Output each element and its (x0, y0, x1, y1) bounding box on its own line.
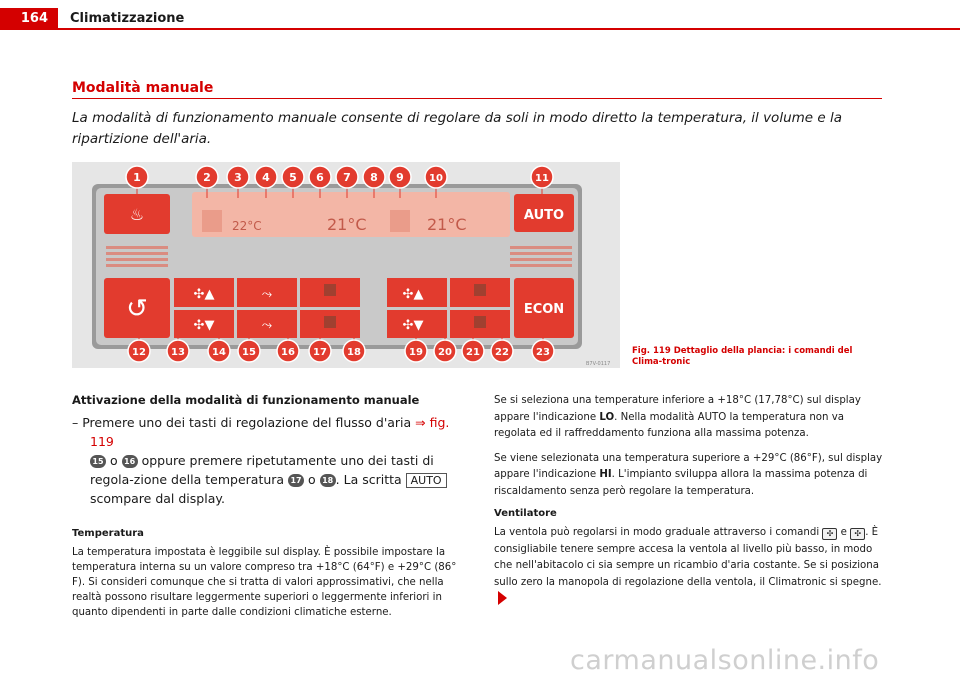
figure-caption: Fig. 119 Dettaglio della plancia: i comandi del Clima-tronic (632, 346, 853, 367)
page-header (0, 8, 960, 30)
callout-label-4: 4 (262, 171, 270, 184)
callout-label-3: 3 (234, 171, 242, 184)
fan-down-icon: ✣ (850, 528, 865, 540)
watermark: carmanualsonline.info (570, 645, 880, 676)
callout-label-16: 16 (281, 347, 295, 358)
callout-label-8: 8 (370, 171, 378, 184)
chapter-title: Climatizzazione (70, 11, 185, 26)
callout-label-12: 12 (132, 347, 146, 358)
right-column (494, 393, 886, 617)
svg-text:⤳: ⤳ (261, 318, 273, 333)
callout-label-18: 18 (347, 347, 361, 358)
climatronic-panel-illustration (72, 162, 620, 368)
left-column (72, 393, 464, 620)
callout-label-5: 5 (289, 171, 297, 184)
callout-label-23: 23 (536, 347, 550, 358)
callout-badge-15: 15 (90, 455, 106, 468)
figure-link[interactable]: ⇒ fig. 119 (90, 415, 450, 449)
manual-mode-heading: Attivazione della modalità di funzionamento manuale (72, 393, 420, 407)
lo-paragraph: Se si seleziona una temperature inferiore a +18°C (17,78°C) sul display appare l'indicazione LO. Nella modalità AUTO la temperatura non va regolata ed il raffreddamento funziona alla massima potenza. (494, 395, 861, 439)
callout-label-17: 17 (313, 347, 327, 358)
svg-text:✣▼: ✣▼ (402, 318, 424, 333)
econ-button-label: ECON (523, 302, 565, 317)
callout-label-15: 15 (242, 347, 256, 358)
climatronic-panel-figure (72, 162, 620, 368)
intro-text: La modalità di funzionamento manuale consente di regolare da soli in modo diretto la temperatura, il volume e la ripartizione dell'aria. (72, 110, 842, 147)
callout-label-22: 22 (495, 347, 509, 358)
section-divider (72, 98, 882, 99)
auto-button-label: AUTO (523, 208, 565, 223)
callout-badge-18: 18 (320, 474, 336, 487)
fan-up-icon: ✣ (822, 528, 837, 540)
svg-text:✣▼: ✣▼ (193, 318, 215, 333)
temperature-text: La temperatura impostata è leggibile sul display. È possibile impostare la temperatura interna su un valore compreso tra +18°C (64°F) e +29°C (86° F). Si consideri comunque che si tratta di valori approssimativi, che nella realtà possono risultare leggermente superiori o leggermente inferiori in quanto dipendenti in parte dalle condizioni climatiche esterne. (72, 547, 457, 618)
fan-paragraph: La ventola può regolarsi in modo graduale attraverso i comandi ✣ e ✣ . È consigliabile tenere sempre accesa la ventola al livello più basso, in modo che nell'abitacolo ci sia sempre un ricambio d'aria costante. Se si posiziona sullo zero la manopola di regolazione della ventola, il Climatronic si spegne. (494, 525, 886, 609)
svg-text:✣▲: ✣▲ (402, 287, 424, 302)
callout-label-2: 2 (203, 171, 211, 184)
temperature-heading: Temperatura (72, 528, 144, 539)
callout-label-7: 7 (343, 171, 351, 184)
display-mid-temp: 21°C (327, 215, 367, 234)
callout-label-14: 14 (212, 347, 226, 358)
callout-label-20: 20 (438, 347, 452, 358)
display-left-temp: 22°C (232, 219, 262, 233)
callout-badge-17: 17 (288, 474, 304, 487)
hi-paragraph: Se viene selezionata una temperatura superiore a +29°C (86°F), sul display appare l'indicazione HI. L'impianto sviluppa allora la massima potenza di riscaldamento senza però regolare la temperatura. (494, 452, 883, 497)
figure-code: B7V-0117 (586, 361, 611, 367)
callout-label-13: 13 (171, 347, 185, 358)
display-right-temp: 21°C (427, 215, 467, 234)
callout-label-9: 9 (396, 171, 404, 184)
manual-mode-step: – Premere uno dei tasti di regolazione del flusso d'aria ⇒ fig. 119 15 o 16 oppure premere ripetutamente uno dei tasti di regola-zione della temperatura 17 o 18 . La scritta AUTO scompare dal display. (72, 415, 450, 506)
callout-label-6: 6 (316, 171, 324, 184)
svg-text:⤳: ⤳ (261, 287, 273, 302)
recirculation-icon: ↺ (126, 294, 148, 324)
callout-label-1: 1 (133, 171, 141, 184)
page-number: 164 (0, 8, 58, 30)
svg-text:✣▲: ✣▲ (193, 287, 215, 302)
continue-arrow-icon (498, 591, 507, 605)
callout-label-11: 11 (535, 173, 549, 184)
callout-label-21: 21 (466, 347, 480, 358)
fan-heading: Ventilatore (494, 508, 557, 519)
section-title: Modalità manuale (72, 80, 214, 96)
callout-badge-16: 16 (122, 455, 138, 468)
auto-key-label: AUTO (406, 473, 447, 488)
callout-label-10: 10 (429, 173, 443, 184)
callout-label-19: 19 (409, 347, 423, 358)
rear-defrost-icon: ♨ (129, 205, 145, 224)
